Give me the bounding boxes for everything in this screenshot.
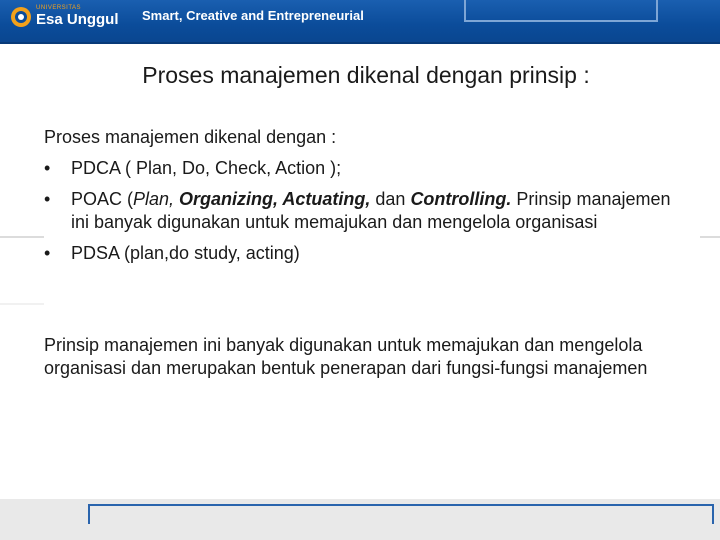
university-logo-icon: [10, 6, 32, 28]
bullet-text-plan: Plan,: [133, 189, 175, 209]
bullet-item-poac: [44, 188, 684, 234]
bullet-icon: •: [44, 158, 51, 178]
bullet-icon: •: [44, 243, 51, 263]
slide-body: [44, 126, 684, 380]
bullet-text: PDCA ( Plan, Do, Check, Action );: [71, 158, 342, 178]
brand-name: Esa Unggul: [36, 11, 119, 28]
summary-paragraph: Prinsip manajemen ini banyak digunakan untuk memajukan dan mengelola organisasi dan merupakan bentuk penerapan dari fungsi-fungsi manajemen: [44, 335, 648, 378]
bullet-text: PDSA (plan,do study, acting): [71, 243, 300, 263]
bullet-text-organizing: Organizing, Actuating,: [174, 189, 371, 209]
bullet-text-controlling: Controlling.: [410, 189, 512, 209]
bullet-icon: •: [44, 189, 51, 209]
header-bar: [0, 0, 720, 44]
bullet-list: [44, 157, 684, 265]
bullet-text-part: POAC (: [71, 189, 134, 209]
footer-frame: [88, 504, 714, 524]
bullet-text-dan: dan: [370, 189, 411, 209]
brand: [36, 5, 119, 29]
intro-line: Proses manajemen dikenal dengan :: [44, 127, 337, 147]
tagline: Smart, Creative and Entrepreneurial: [142, 8, 364, 23]
bullet-item-pdca: [44, 157, 684, 180]
header-frame: [464, 0, 658, 22]
bullet-item-pdsa: [44, 242, 684, 265]
slide-title: Proses manajemen dikenal dengan prinsip :: [142, 62, 590, 88]
bullet-text-rest: Prinsip manajemen ini banyak digunakan untuk memajukan dan mengelola organisasi: [71, 189, 671, 232]
brand-small: UNIVERSITAS: [36, 5, 82, 11]
